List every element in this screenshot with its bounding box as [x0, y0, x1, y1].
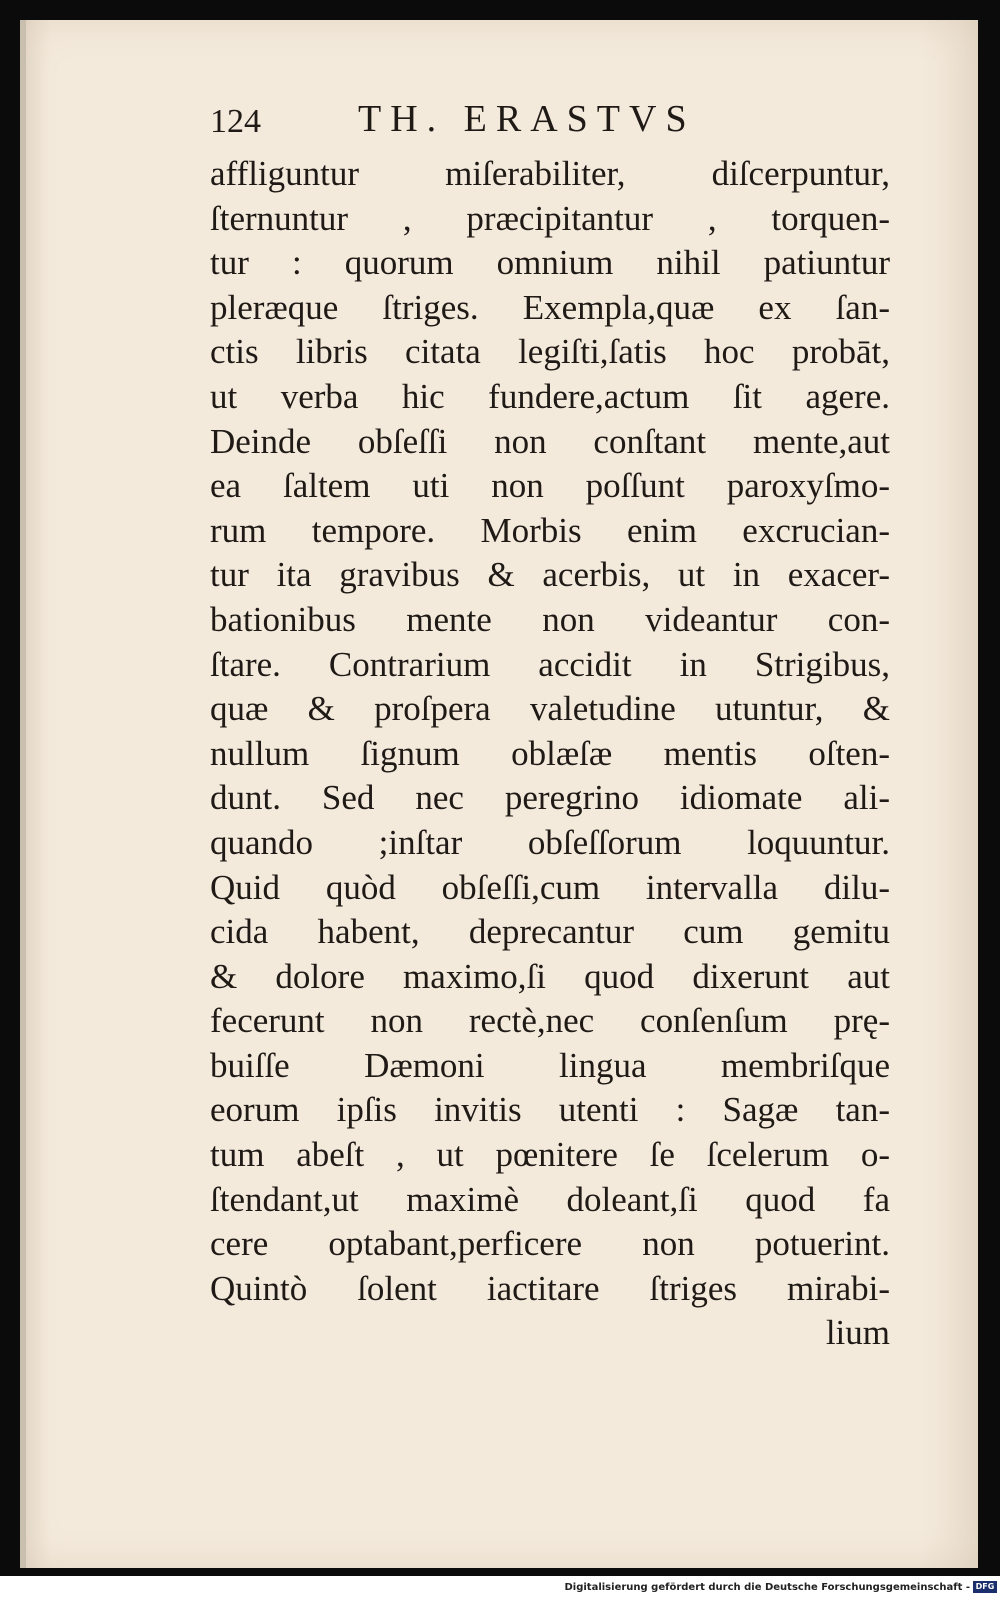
text-line: dunt. Sed nec peregrino idiomate ali- [210, 778, 890, 818]
text-line: affliguntur miſerabiliter, diſcerpuntur, [210, 154, 890, 193]
text-line: ut verba hic fundere,actum ſit agere. [210, 376, 890, 416]
text-line: ctis libris citata legiſti,ſatis hoc probāt, [210, 332, 890, 372]
text-line: cida habent, deprecantur cum gemitu [210, 912, 890, 952]
digitization-footer [0, 1576, 1000, 1601]
text-line: Quid quòd obſeſſi,cum intervalla dilu- [210, 867, 890, 907]
text-line: quando ;inſtar obſeſſorum loquuntur. [210, 822, 890, 862]
text-line: ſtendant,ut maximè doleant,ſi quod fa [210, 1179, 890, 1219]
text-line: cere optabant,perficere non potuerint. [210, 1224, 890, 1264]
text-line: & dolore maximo,ſi quod dixerunt aut [210, 956, 890, 996]
catchword: lium [825, 1313, 890, 1353]
page-header [210, 95, 890, 145]
text-line: nullum ſignum oblæſæ mentis oſten- [210, 733, 890, 773]
text-line: quæ & proſpera valetudine utuntur, & [210, 689, 890, 729]
text-line: tum abeſt , ut pœnitere ſe ſcelerum o- [210, 1135, 890, 1175]
text-line: tur : quorum omnium nihil patiuntur [210, 243, 890, 283]
running-title: TH. ERASTVS [358, 98, 696, 140]
text-line: Quintò ſolent iactitare ſtriges mirabi- [210, 1268, 890, 1308]
text-line: ſtare. Contrarium accidit in Strigibus, [210, 644, 890, 684]
text-line: ſternuntur , præcipitantur , torquen- [210, 198, 890, 238]
page-edge [20, 20, 26, 1568]
body-text [210, 152, 890, 1356]
text-line: tur ita gravibus & acerbis, ut in exacer- [210, 555, 890, 595]
page-number: 124 [210, 103, 261, 140]
text-line: rum tempore. Morbis enim excrucian- [210, 510, 890, 550]
text-line: ea ſaltem uti non poſſunt paroxyſmo- [210, 466, 890, 506]
text-line: eorum ipſis invitis utenti : Sagæ tan- [210, 1090, 890, 1130]
text-line: Deinde obſeſſi non conſtant mente,aut [210, 421, 890, 461]
text-line: bationibus mente non videantur con- [210, 599, 890, 639]
text-line: fecerunt non rectè,nec conſenſum prę- [210, 1001, 890, 1041]
funding-credit: Digitalisierung gefördert durch die Deutsche Forschungsgemeinschaft - [564, 1582, 970, 1593]
dfg-logo: DFG [973, 1581, 997, 1593]
text-line: pleræque ſtriges. Exempla,quæ ex ſan- [210, 287, 890, 327]
text-line: buiſſe Dæmoni lingua membriſque [210, 1045, 890, 1085]
